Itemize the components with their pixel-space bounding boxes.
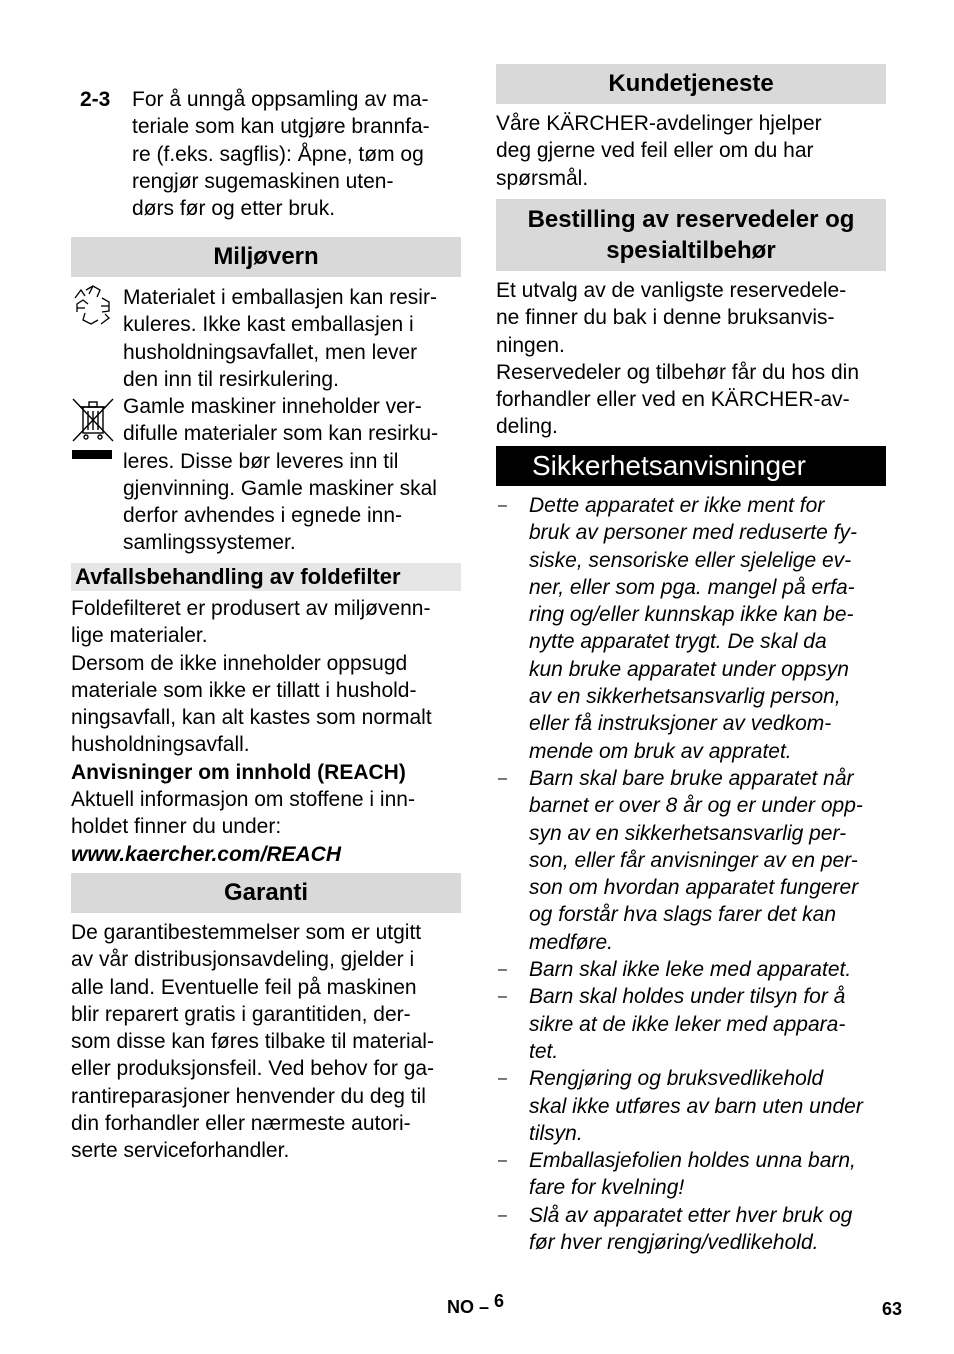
reach-link[interactable]: www.kaercher.com/REACH [71,842,341,866]
avfall-p1: Foldefilteret er produsert av miljøvenn- lige materialer. [71,597,431,648]
footer-page-label [447,1291,505,1318]
dash-marker: – [498,1206,507,1224]
list-item-text: Emballasjefolien holdes unna barn, fare for kvelning! [529,1149,856,1200]
list-item-text: Dette apparatet er ikke ment for bruk av personer med reduserte fy- siske, sensoriske eller sjelelige ev- ner, eller som pga. mangel på erfa- ring og/eller kunnskap ikke kan be- nytte apparatet trygt. De skal da kun bruke apparatet under oppsyn av en sikkerhetsansvarlig person, eller få instruksjoner av vedkom- mende om bruk av appratet. [529,494,857,763]
section-bestilling [496,199,886,271]
step-text: For å unngå oppsamling av ma- teriale som kan utgjøre brannfa- re (f.eks. sagflis): Åpne, tøm og rengjør sugemaskinen uten- dørs før og etter bruk. [132,88,430,221]
dash-marker: – [498,497,507,514]
sikkerhet-list [496,492,888,1256]
list-item [496,1065,888,1147]
section-kundetjeneste [496,64,886,104]
kundetjeneste-body [496,110,886,192]
kundetjeneste-text: Våre KÄRCHER-avdelinger hjelper deg gjerne ved feil eller om du har spørsmål. [496,112,822,190]
avfall-heading: Avfallsbehandling av foldefilter [71,563,461,591]
bestilling-heading: Bestilling av reservedeler og spesialtilbehør [496,199,886,271]
section-miljovern [71,237,461,277]
list-item [496,492,888,765]
dash-marker: – [498,1070,507,1088]
crossed-bin-icon [71,393,115,468]
section-sikkerhet [496,446,886,486]
footer-lang: NO [447,1297,474,1317]
list-item-text: Barn skal ikke leke med apparatet. [529,958,852,982]
bestilling-p2: Reservedeler og tilbehør får du hos din forhandler eller ved en KÄRCHER-av- deling. [496,360,860,439]
list-item [496,1202,888,1257]
list-item-text: Barn skal holdes under tilsyn for å sikre at de ikke leker med appara- tet. [529,985,846,1063]
list-item-text: Slå av apparatet etter hver bruk og før hver rengjøring/vedlikehold. [529,1203,853,1255]
bestilling-body [496,277,886,441]
section-avfall [71,563,461,591]
dash-marker: – [498,961,507,979]
dash-marker: – [498,988,507,1006]
list-item [496,1147,888,1202]
recycle-icon [71,284,115,333]
footer-sep: – [479,1297,490,1317]
avfall-body [71,595,461,868]
reach-text: Aktuell informasjon om stoffene i inn- holdet finner du under: [71,788,415,839]
dash-marker: – [498,769,507,787]
garanti-heading: Garanti [71,873,461,913]
bestilling-p1: Et utvalg av de vanligste reservedele- ne finner du bak i denne bruksanvis- ningen. [496,279,847,357]
footer-page-number: 63 [882,1299,903,1319]
footer-local-page: 6 [494,1291,505,1311]
step-number: 2-3 [80,88,111,111]
list-item [496,983,888,1065]
list-item-text: Barn skal bare bruke apparatet når barnet er over 8 år og er under opp- syn av en sikkerhetsansvarlig per- son, eller får anvisninger av en per- son om hvordan apparatet fungerer og forstår hva slags farer det kan medføre. [529,766,863,954]
garanti-text: De garantibestemmelser som er utgitt av vår distribusjonsavdeling, gjelder i alle land. Eventuelle feil på maskinen blir reparert gratis i garantitiden, der- som disse kan føres tilbake til material- eller produksjonsfeil. Ved behov for ga- rantireparasjoner henvender du deg til din forhandler eller nærmeste autori- serte serviceforhandler. [71,921,435,1163]
list-item [496,956,888,983]
recycle-row [71,284,461,393]
avfall-p2: Dersom de ikke inneholder oppsugd materiale som ikke er tillatt i hushold- ningsavfall, kan alt kastes som normalt husholdningsavfall. [71,651,432,757]
garanti-body [71,919,461,1165]
list-item [496,765,888,956]
weee-row [71,393,461,557]
miljovern-heading: Miljøvern [71,237,461,277]
weee-block [71,393,461,557]
reach-heading: Anvisninger om innhold (REACH) [71,760,406,784]
recycle-block [71,284,461,393]
weee-text: Gamle maskiner inneholder ver- difulle materialer som kan resirku- leres. Disse bør leveres inn til gjenvinning. Gamle maskiner skal derfor avhendes i egnede inn- samlingssystemer. [123,395,439,555]
dash-marker: – [498,1152,507,1170]
sikkerhet-heading: Sikkerhetsanvisninger [496,446,886,486]
list-item-text: Rengjøring og bruksvedlikehold skal ikke utføres av barn uten under tilsyn. [529,1067,863,1145]
section-garanti [71,873,461,913]
kundetjeneste-heading: Kundetjeneste [496,64,886,104]
recycle-text: Materialet i emballasjen kan resir- kuleres. Ikke kast emballasjen i husholdningsavfallet, men lever den inn til resirkulering. [123,286,437,391]
